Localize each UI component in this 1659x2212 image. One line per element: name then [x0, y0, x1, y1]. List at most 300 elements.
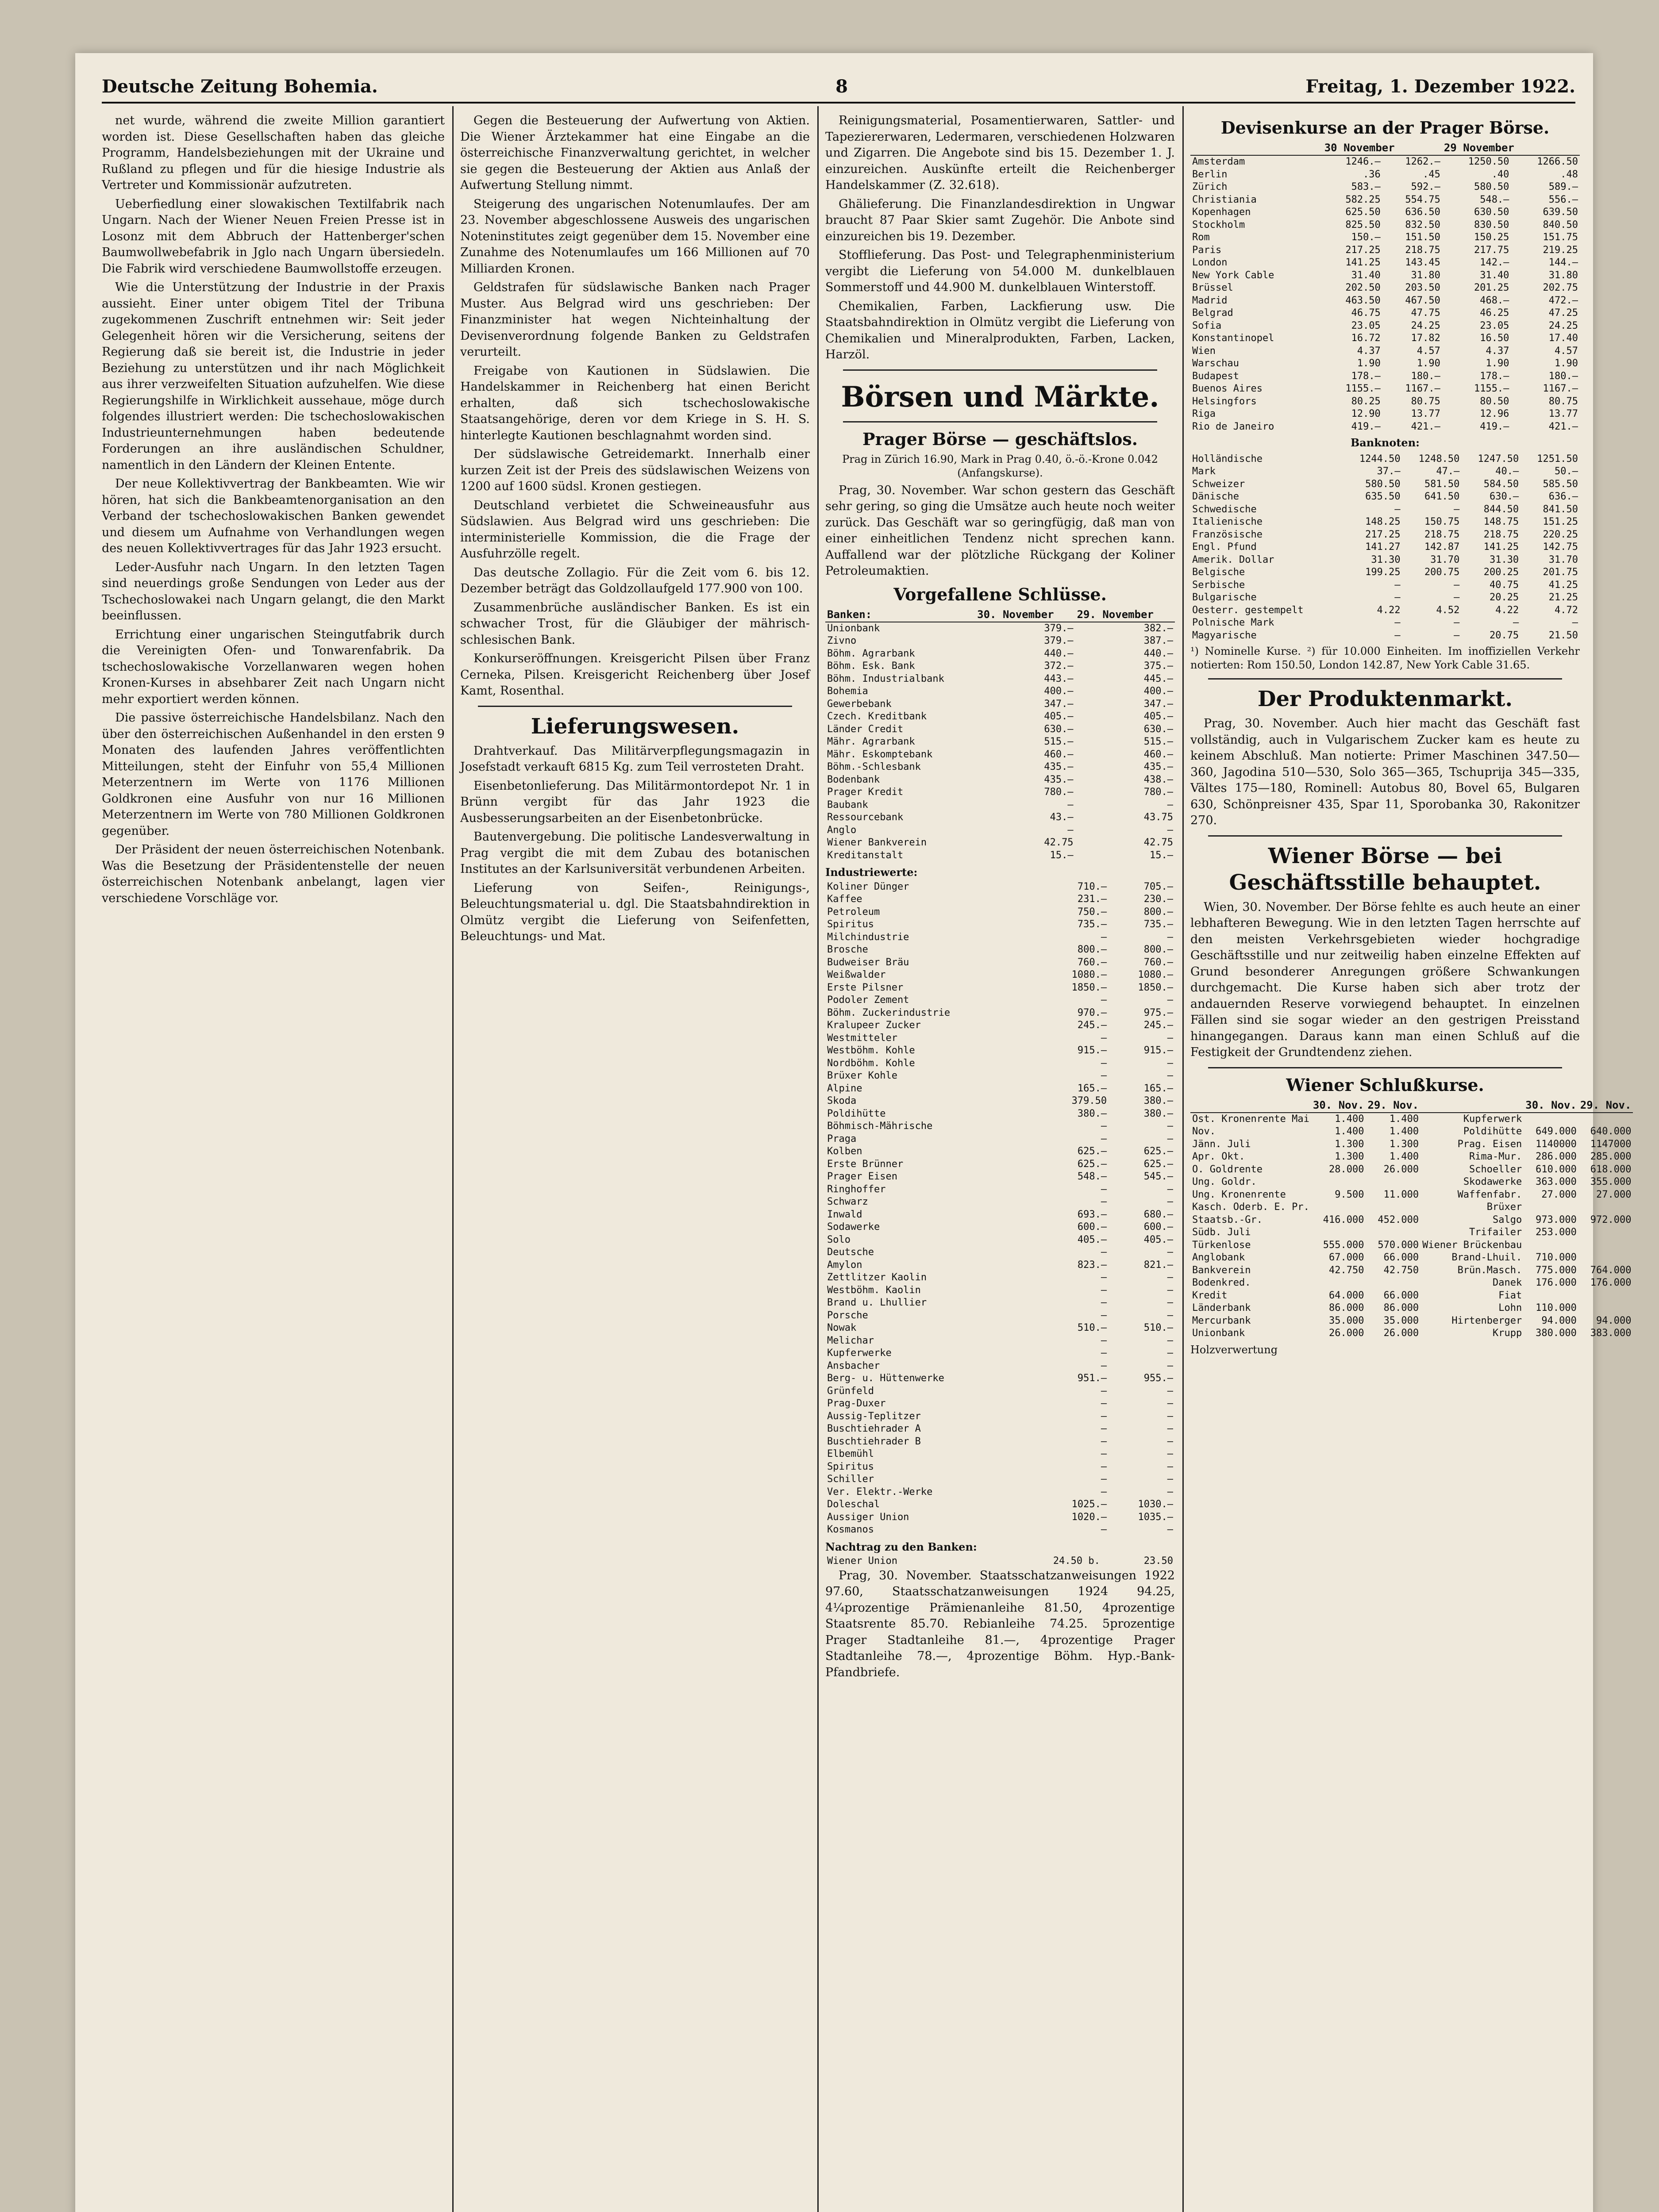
article-paragraph: Der Präsident der neuen österreichischen Notenbank. Was die Besetzung der Präsidentenstelle der neuen österreichischen Notenbank anbelangt, lagen vier verschiedene Vorschläge vor.: [102, 843, 445, 905]
row-label: Porsche: [827, 1310, 868, 1321]
cell: 382.—: [1143, 622, 1173, 634]
cell: 47.75: [1411, 307, 1440, 319]
table-row: [1190, 465, 1580, 478]
column-header: 30. November: [975, 608, 1075, 622]
table-row: [825, 1511, 1175, 1524]
cell: 972.000: [1590, 1214, 1632, 1225]
cell: 775.000: [1536, 1264, 1577, 1276]
cell: —: [1572, 617, 1578, 628]
cell: 468.—: [1480, 295, 1509, 306]
cell: 17.40: [1548, 333, 1578, 344]
cell: [1366, 1201, 1421, 1214]
cell: 823.—: [1077, 1259, 1107, 1271]
cell: 618.000: [1590, 1164, 1632, 1175]
table-row: [1190, 181, 1580, 194]
cell: 1155.—: [1345, 383, 1381, 394]
article-paragraph: Steigerung des ungarischen Notenumlaufes. Der am 23. November abgeschlossene Ausweis des ungarischen Noteninstitutes zeigt gegenüber dem 15. November eine Zunahme des Notenumlaufes um 166 Millionen auf 70 Milliarden Kronen.: [460, 197, 810, 276]
column-header: 29. November: [1075, 608, 1175, 622]
cell: —: [1167, 1247, 1173, 1258]
row-label: Kasch. Oderb. E. Pr.: [1192, 1202, 1309, 1213]
table-row: [825, 849, 1175, 862]
cell: 67.000: [1329, 1252, 1364, 1263]
article-paragraph: Chemikalien, Farben, Lackfierung usw. Die Staatsbahndirektion in Olmütz vergibt die Lieferung von Chemikalien und Mineralprodukten, Farben, Lacken, Harzöl.: [825, 299, 1175, 361]
cell: 625.50: [1345, 207, 1381, 218]
row-label: Bodenkred.: [1192, 1277, 1251, 1288]
table-row: [825, 1322, 1175, 1335]
row-label: Weißwalder: [827, 969, 886, 980]
column-header: [1190, 141, 1323, 155]
cell: 1.300: [1335, 1151, 1364, 1162]
cell: 840.50: [1543, 219, 1578, 230]
row-label: Ung. Goldr.: [1192, 1176, 1257, 1187]
cell: —: [1101, 1474, 1107, 1485]
cell: 380.—: [1143, 1108, 1173, 1119]
table-row: [825, 1196, 1175, 1209]
cell: —: [1101, 1133, 1107, 1144]
cell: Trifailer: [1469, 1227, 1522, 1238]
row-label: Kupferwerke: [827, 1348, 892, 1359]
table-row: [1190, 1113, 1633, 1126]
row-label: Kredit: [1192, 1290, 1228, 1301]
cell: 800.—: [1143, 944, 1173, 955]
table-header-row: [1190, 141, 1580, 155]
row-label: Helsingfors: [1192, 396, 1257, 407]
cell: —: [1101, 1360, 1107, 1371]
cell: —: [1101, 1247, 1107, 1258]
table-row: [825, 1145, 1175, 1158]
table-header-row: [825, 608, 1175, 622]
table-row: [825, 1108, 1175, 1121]
cell: 231.—: [1077, 894, 1107, 905]
cell: 150.—: [1351, 232, 1381, 243]
cell: 151.75: [1543, 232, 1578, 243]
article-paragraph: Der neue Kollektivvertrag der Bankbeamten. Wie wir hören, hat sich die Bankbeamtenorganisation an den Verband der tschechoslowakischen Banken gewendet und diesem um Aufnahme von Verhandlungen wegen des neuen Kollektivvertrages für das Jahr 1923 ersucht.: [102, 477, 445, 555]
cell: 178.—: [1480, 370, 1509, 382]
row-label: Böhm. Zuckerindustrie: [827, 1007, 951, 1018]
column-rule: [817, 106, 819, 2212]
table-row: [825, 1398, 1175, 1410]
cell: 970.—: [1077, 1007, 1107, 1018]
row-label: Polnische Mark: [1192, 617, 1274, 628]
cell: 581.50: [1424, 478, 1460, 490]
cell: 383.000: [1590, 1328, 1632, 1339]
table-row: [1190, 591, 1580, 604]
cell: 42.750: [1329, 1264, 1364, 1276]
cell: 1250.50: [1468, 156, 1509, 167]
row-label: Magyarische: [1192, 630, 1257, 641]
table-row: [825, 969, 1175, 982]
row-label: Skoda: [827, 1095, 857, 1106]
article-paragraph: Zusammenbrüche ausländischer Banken. Es ist ein schwacher Trost, für die Gläubiger der mährisch-schlesischen Bank.: [460, 600, 810, 647]
cell: 12.96: [1480, 408, 1509, 419]
row-label: Schwedische: [1192, 503, 1257, 515]
cell: Brün.Masch.: [1457, 1264, 1522, 1276]
cell: Rima-Mur.: [1469, 1151, 1522, 1162]
cell: 472.—: [1548, 295, 1578, 306]
table-row: [825, 1335, 1175, 1348]
table-row: [825, 1158, 1175, 1171]
table-row: [825, 1372, 1175, 1385]
table-row: [1190, 320, 1580, 333]
cell: 630.—: [1044, 723, 1074, 735]
cell: 445.—: [1143, 673, 1173, 684]
table-row: [825, 1183, 1175, 1196]
row-label: Bodenbank: [827, 774, 880, 785]
table-row: [825, 1423, 1175, 1436]
cell: 26.000: [1383, 1328, 1419, 1339]
industrie-table: [825, 881, 1175, 1536]
cell: —: [1101, 995, 1107, 1006]
table-row: [825, 1271, 1175, 1284]
cell: 110.000: [1536, 1302, 1577, 1313]
cell: 400.—: [1143, 686, 1173, 697]
article-paragraph: net wurde, während die zweite Million garantiert worden ist. Diese Gesellschaften haben das gleiche Programm, Handelsbeziehungen mit der Ukraine und Rußland zu pflegen und für die hiesige Industrie als Vertreter und Kommissionär aufzutreten.: [102, 114, 445, 192]
row-label: Schwarz: [827, 1196, 868, 1207]
cell: 178.—: [1351, 370, 1381, 382]
table-row: [825, 1133, 1175, 1146]
article-paragraph: Prag, 30. November. War schon gestern das Geschäft sehr gering, so ging die Umsätze auch heute noch weiter zurück. Das Geschäft war so geringfügig, daß man von einer einheitlichen Tendenz nicht sprechen kann. Auffallend war der plötzliche Rückgang der Koliner Petroleumaktien.: [825, 483, 1175, 578]
cell: 37.—: [1377, 466, 1401, 477]
cell: 380.000: [1536, 1328, 1577, 1339]
row-label: Elbemühl: [827, 1448, 874, 1459]
cell: 253.000: [1536, 1227, 1577, 1238]
article-paragraph: Konkurseröffnungen. Kreisgericht Pilsen über Franz Cerneka, Pilsen. Kreisgericht Reichenberg über Josef Kamt, Rosenthal.: [460, 652, 810, 698]
cell: 26.000: [1329, 1328, 1364, 1339]
cell: 680.—: [1143, 1209, 1173, 1220]
cell: 419.—: [1480, 421, 1509, 432]
schluesse-table: [825, 608, 1175, 862]
cell: 825.50: [1345, 219, 1381, 230]
cell: 1.400: [1389, 1126, 1419, 1137]
cell: —: [1167, 1461, 1173, 1472]
cell: 35.000: [1383, 1315, 1419, 1326]
cell: 548.—: [1480, 194, 1509, 205]
cell: 545.—: [1143, 1171, 1173, 1182]
cell: 201.25: [1474, 282, 1509, 293]
table-row: [1190, 357, 1580, 370]
cell: —: [1167, 1032, 1173, 1044]
row-label: Länder Credit: [827, 723, 904, 735]
cell: 610.000: [1536, 1164, 1577, 1175]
table-row: [1190, 1264, 1633, 1277]
cell: 47.—: [1436, 466, 1460, 477]
table-row: [825, 893, 1175, 906]
cell: 800.—: [1077, 944, 1107, 955]
cell: 630.—: [1143, 723, 1173, 735]
cell: —: [1101, 1348, 1107, 1359]
cell: 515.—: [1044, 736, 1074, 747]
schluesse-title: Vorgefallene Schlüsse.: [893, 584, 1107, 604]
cell: 832.50: [1405, 219, 1440, 230]
row-label: Warschau: [1192, 358, 1239, 369]
table-row: [1190, 478, 1580, 491]
table-row: [825, 685, 1175, 698]
row-label: Anglo: [827, 824, 857, 836]
cell: [1311, 1226, 1366, 1239]
table-row: [1190, 345, 1580, 358]
row-label: Wien: [1192, 345, 1216, 357]
cell: 379.—: [1044, 622, 1074, 634]
row-label: Amylon: [827, 1259, 862, 1271]
cell: 28.000: [1329, 1164, 1364, 1175]
cell: 951.—: [1077, 1373, 1107, 1384]
cell: 1.400: [1335, 1126, 1364, 1137]
cell: —: [1167, 1183, 1173, 1195]
cell: 43.—: [1050, 812, 1074, 823]
cell: 13.77: [1548, 408, 1578, 419]
cell: —: [1101, 1335, 1107, 1346]
table-row: [1190, 1277, 1633, 1290]
table-row: [825, 761, 1175, 774]
cell: 26.000: [1383, 1164, 1419, 1175]
table-row: [1190, 257, 1580, 269]
cell: 12.90: [1351, 408, 1381, 419]
cell: .45: [1423, 169, 1440, 180]
cell: 460.—: [1143, 749, 1173, 760]
row-label: Mark: [1192, 466, 1216, 477]
row-label: Berlin: [1192, 169, 1228, 180]
article-paragraph: Ghälieferung. Die Finanzlandesdirektion in Ungwar braucht 87 Paar Skier samt Zugehör. Die Anbote sind einzureichen bis 19. Dezember.: [825, 197, 1175, 243]
cell: —: [1167, 1448, 1173, 1459]
cell: 555.000: [1323, 1239, 1364, 1251]
row-label: Amsterdam: [1192, 156, 1245, 167]
column-header: 30. Nov.: [1311, 1098, 1366, 1113]
table-row: [1190, 516, 1580, 529]
row-label: Aussiger Union: [827, 1511, 909, 1523]
column-header: 30. Nov.: [1524, 1098, 1578, 1113]
cell: 1140000: [1536, 1138, 1577, 1150]
table-row: [825, 1284, 1175, 1297]
cell: 143.45: [1405, 257, 1440, 268]
cell: 31.40: [1480, 269, 1509, 281]
cell: 80.25: [1351, 396, 1381, 407]
cell: 1.90: [1417, 358, 1440, 369]
row-label: Anglobank: [1192, 1252, 1245, 1263]
cell: —: [1167, 1133, 1173, 1144]
cell: 142.87: [1424, 541, 1460, 553]
row-label: New York Cable: [1192, 269, 1274, 281]
table-row: [825, 1007, 1175, 1020]
cell: 625.—: [1077, 1146, 1107, 1157]
row-label: Bulgarische: [1192, 592, 1257, 603]
cell: 600.—: [1143, 1221, 1173, 1233]
table-row: [1190, 194, 1580, 207]
cell: 584.50: [1483, 478, 1519, 490]
cell: 21.25: [1548, 592, 1578, 603]
row-label: Belgische: [1192, 567, 1245, 578]
cell: 639.50: [1543, 207, 1578, 218]
cell: Salgo: [1493, 1214, 1522, 1225]
cell: 735.—: [1143, 919, 1173, 930]
industrie-rows: [825, 881, 1175, 1536]
table-row: [1190, 1252, 1633, 1264]
cell: 347.—: [1044, 698, 1074, 710]
cell: [1524, 1201, 1578, 1214]
cell: —: [1513, 617, 1519, 628]
cell: —: [1101, 1121, 1107, 1132]
cell: 40.75: [1489, 579, 1519, 591]
cell: 582.25: [1345, 194, 1381, 205]
cell: 148.25: [1365, 516, 1401, 527]
cell: 200.25: [1483, 567, 1519, 578]
cell: —: [1101, 1070, 1107, 1081]
cell: 201.75: [1543, 567, 1578, 578]
cell: 515.—: [1143, 736, 1173, 747]
cell: 600.—: [1077, 1221, 1107, 1233]
newspaper-page: [75, 53, 1632, 2212]
article-paragraph: Drahtverkauf. Das Militärverpflegungsmagazin in Josefstadt verkauft 6815 Kg. zum Teil verrosteten Draht.: [460, 744, 810, 774]
cell: 4.52: [1436, 604, 1460, 616]
cell: 800.—: [1143, 906, 1173, 918]
cell: 144.—: [1548, 257, 1578, 268]
cell: 405.—: [1077, 1234, 1107, 1245]
cell: —: [1167, 1121, 1173, 1132]
cell: 1155.—: [1474, 383, 1509, 394]
cell: 13.77: [1411, 408, 1440, 419]
cell: 1248.50: [1418, 453, 1460, 465]
cell: —: [1167, 824, 1173, 836]
industrie-label: Industriewerte:: [825, 866, 918, 879]
table-row: [1190, 1189, 1633, 1202]
row-label: Westmitteler: [827, 1032, 897, 1044]
cell: 1244.50: [1359, 453, 1401, 465]
cell: Kupferwerk: [1463, 1113, 1522, 1125]
table-row: [1190, 295, 1580, 307]
cell: 387.—: [1143, 635, 1173, 646]
column-header: 29 November: [1442, 141, 1580, 155]
row-label: Mähr. Agrarbank: [827, 736, 915, 747]
cell: 11.000: [1383, 1189, 1419, 1200]
table-row: [1190, 219, 1580, 232]
row-label: Belgrad: [1192, 307, 1233, 319]
wiener-boerse-title: Wiener Börse — bei Geschäftsstille behauptet.: [1229, 843, 1541, 895]
cell: 583.—: [1351, 181, 1381, 192]
row-label: London: [1192, 257, 1228, 268]
cell: —: [1454, 630, 1460, 641]
table-row: [825, 1221, 1175, 1234]
cell: 1080.—: [1138, 969, 1173, 980]
row-label: Budapest: [1192, 370, 1239, 382]
table-row: [1190, 579, 1580, 592]
cell: 1266.50: [1537, 156, 1578, 167]
article-paragraph: Errichtung einer ungarischen Steingutfabrik durch die Vereinigten Ofen- und Tonwarenfabrik. Da tschechoslowakische Vorzellanwaren wegen hohen Kronen-Kurses in absehbarer Zeit nach Ungarn nicht mehr exportiert werden können.: [102, 627, 445, 706]
cell: 180.—: [1411, 370, 1440, 382]
cell: —: [1167, 1398, 1173, 1409]
table-row: [1190, 529, 1580, 541]
nachtrag-label: Nachtrag zu den Banken:: [825, 1540, 977, 1553]
cell: 4.22: [1377, 604, 1401, 616]
cell: —: [1167, 931, 1173, 943]
cell: Wiener Union: [827, 1555, 897, 1567]
cell: —: [1101, 1398, 1107, 1409]
table-header-row: [1190, 1098, 1633, 1113]
table-row: [825, 1473, 1175, 1486]
table-row: [1190, 503, 1580, 516]
table-row: [825, 1448, 1175, 1461]
cell: 1147000: [1590, 1138, 1632, 1150]
cell: 915.—: [1077, 1045, 1107, 1056]
cell: 548.—: [1077, 1171, 1107, 1182]
table-row: [825, 881, 1175, 894]
cell: 27.000: [1541, 1189, 1577, 1200]
row-label: Podoler Zement: [827, 995, 909, 1006]
table-row: [1190, 541, 1580, 554]
cell: —: [1167, 1360, 1173, 1371]
column-header: 30 November: [1323, 141, 1442, 155]
cell: [1578, 1201, 1633, 1214]
cell: [1578, 1226, 1633, 1239]
table-row: [1190, 396, 1580, 408]
cell: 592.—: [1411, 181, 1440, 192]
table-row: [1190, 630, 1580, 642]
table-row: [825, 1045, 1175, 1057]
table-row: [825, 1095, 1175, 1108]
cell: 585.50: [1543, 478, 1578, 490]
row-label: Engl. Pfund: [1192, 541, 1257, 553]
cell: 20.25: [1489, 592, 1519, 603]
cell: 217.25: [1345, 244, 1381, 256]
cell: —: [1101, 1196, 1107, 1207]
cell: 379.—: [1044, 635, 1074, 646]
table-row: [825, 1083, 1175, 1095]
cell: 1020.—: [1071, 1511, 1107, 1523]
table-row: [1190, 1315, 1633, 1328]
table-row: [825, 1461, 1175, 1474]
cell: —: [1101, 1284, 1107, 1296]
article-paragraph: Bautenvergebung. Die politische Landesverwaltung in Prag vergibt die mit dem Zubau des botanischen Institutes an der Karlsuniversität verbundenen Arbeiten.: [460, 830, 810, 876]
cell: 151.50: [1405, 232, 1440, 243]
row-label: Paris: [1192, 244, 1222, 256]
cell: [1578, 1239, 1633, 1252]
cell: 438.—: [1143, 774, 1173, 785]
row-label: Schiller: [827, 1474, 874, 1485]
cell: 1.90: [1555, 358, 1578, 369]
table-row: [825, 635, 1175, 648]
cell: 16.50: [1480, 333, 1509, 344]
cell: 510.—: [1077, 1322, 1107, 1333]
table-row: [825, 1436, 1175, 1448]
cell: —: [1101, 1032, 1107, 1044]
cell: —: [1067, 824, 1074, 836]
cell: 635.50: [1365, 491, 1401, 502]
cell: 285.000: [1590, 1151, 1632, 1162]
table-row: [825, 956, 1175, 969]
cell: [1524, 1290, 1578, 1302]
table-row: [1190, 307, 1580, 320]
table-row: [1190, 604, 1580, 617]
cell: —: [1167, 1284, 1173, 1296]
table-row: [825, 944, 1175, 956]
cell: [1366, 1277, 1421, 1290]
cell: 625.—: [1077, 1158, 1107, 1170]
row-label: Sodawerke: [827, 1221, 880, 1233]
cell: 355.000: [1590, 1176, 1632, 1187]
cell: 46.25: [1480, 307, 1509, 319]
cell: 649.000: [1536, 1126, 1577, 1137]
row-label: Konstantinopel: [1192, 333, 1274, 344]
cell: 1035.—: [1138, 1511, 1173, 1523]
row-label: Poldihütte: [827, 1108, 886, 1119]
prager-boerse-subtitle: Prag in Zürich 16.90, Mark in Prag 0.40, ö.-ö.-Krone 0.042 (Anfangskurse).: [842, 453, 1158, 479]
cell: 66.000: [1383, 1290, 1419, 1301]
row-label: Brand u. Lhullier: [827, 1297, 927, 1308]
cell: 1080.—: [1071, 969, 1107, 980]
column-rule: [1182, 106, 1184, 2212]
page-header: [102, 71, 1575, 104]
row-label: Ver. Elektr.-Werke: [827, 1486, 933, 1498]
table-row: [825, 1347, 1175, 1360]
row-label: Buschtiehrader B: [827, 1436, 921, 1447]
